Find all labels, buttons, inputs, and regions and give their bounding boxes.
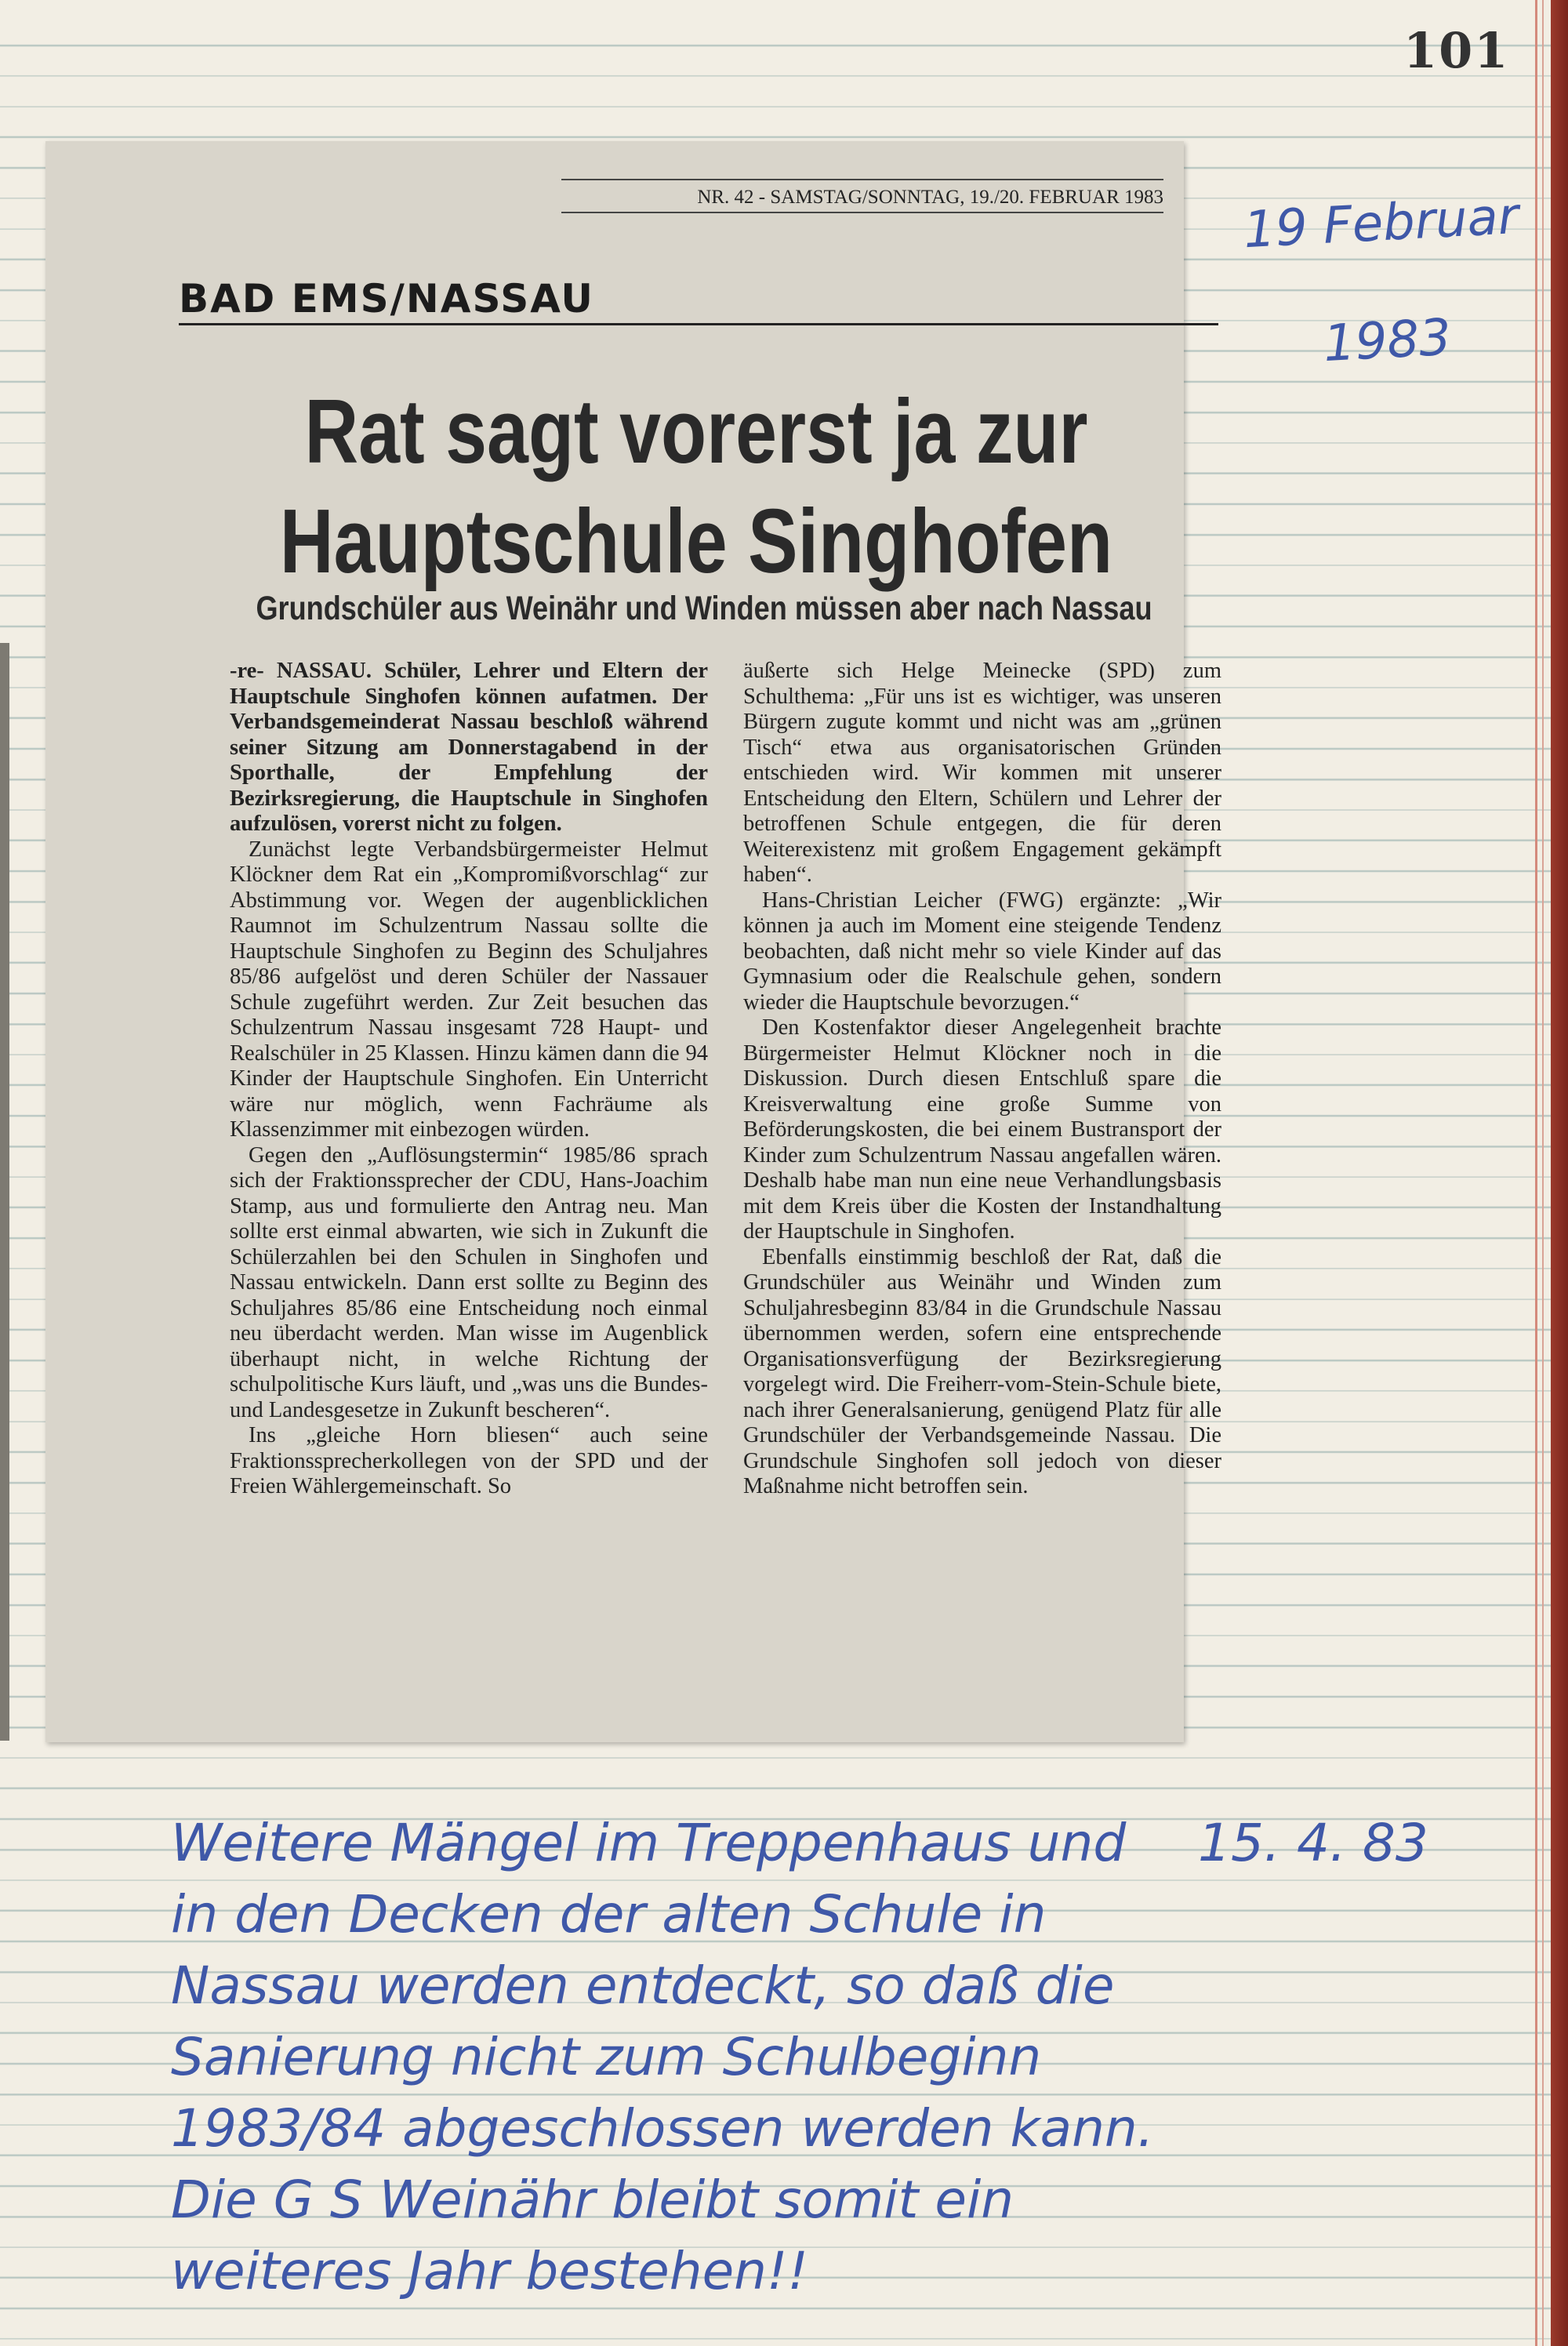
margin-date-day-month: 19 Februar [1242, 187, 1520, 260]
handwritten-line: Die G S Weinähr bleibt somit ein [171, 2170, 1014, 2230]
handwritten-line: Sanierung nicht zum Schulbeginn [171, 2027, 1042, 2087]
article-column-left [230, 659, 708, 1500]
handwritten-line: 1983/84 abgeschlossen werden kann. [171, 2098, 1154, 2159]
headline-line-1: Rat sagt vorerst ja zur [304, 380, 1088, 482]
article-paragraph: äußerte sich Helge Meinecke (SPD) zum Schulthema: „Für uns ist es wichtiger, was unseren Bürgern zugute kommt und nicht was am „grünen Tisch“ etwa aus organisatorischen Gründen entschieden wird. Wir kommen mit unserer Entscheidung den Eltern, Schülern und Lehrer der betroffenen Schule entgegen, die für deren Weiterexistenz mit großem Engagement gekämpft haben“. [743, 659, 1221, 887]
page-number: 101 [1403, 22, 1510, 79]
section-heading: BAD EMS/NASSAU [179, 276, 1218, 325]
newspaper-clipping [45, 141, 1221, 1742]
article-lead-paragraph: -re- NASSAU. Schüler, Lehrer und Eltern der Hauptschule Singhofen können aufatmen. Der Verbandsgemeinderat Nassau beschloß während seiner Sitzung am Donnerstagabend in der Sporthalle, der Empfehlung der Bezirksregierung, die Hauptschule in Singhofen aufzulösen, vorerst nicht zu folgen. [230, 659, 708, 836]
margin-date-year: 1983 [1322, 308, 1453, 374]
article-paragraph: Zunächst legte Verbandsbürgermeister Helmut Klöckner dem Rat ein „Kompromißvorschlag“ zur Abstimmung vor. Wegen der augenblicklichen Raumnot im Schulzentrum Nassau sollte die Hauptschule Singhofen zu Beginn des Schuljahres 85/86 aufgelöst und deren Schüler der Nassauer Schule zugeführt werden. Zur Zeit besuchen das Schulzentrum Nassau insgesamt 728 Haupt- und Realschüler in 25 Klassen. Hinzu kämen dann die 94 Kinder der Hauptschule Singhofen. Ein Unterricht wäre nur möglich, wenn Fachräume als Klassenzimmer mit einbezogen würden. [230, 837, 708, 1142]
article-headline [246, 376, 1146, 596]
article-paragraph: Hans-Christian Leicher (FWG) ergänzte: „Wir können ja auch im Moment eine steigende Tendenz beobachten, daß nicht mehr so viele Kinder auf das Gymnasium oder die Realschule gehen, sondern wieder die Hauptschule bevorzugen.“ [743, 888, 1221, 1015]
binder-edge [1551, 0, 1568, 2346]
margin-rule-secondary [1542, 0, 1544, 2346]
handwritten-note [171, 1807, 1269, 2307]
page-tab-edge [0, 643, 9, 1741]
article-subheadline: Grundschüler aus Weinähr und Winden müssen aber nach Nassau [256, 590, 1152, 627]
article-paragraph: Ebenfalls einstimmig beschloß der Rat, daß die Grundschüler aus Weinähr und Winden zum Schuljahresbeginn 83/84 in die Grundschule Nassau übernommen werden, sofern eine entsprechende Organisationsverfügung der Bezirksregierung vorgelegt wird. Die Freiherr-vom-Stein-Schule biete, nach ihrer Generalsanierung, genügend Platz für alle Grundschüler der Verbandsgemeinde Nassau. Die Grundschule Singhofen soll jedoch von dieser Maßnahme nicht betroffen sein. [743, 1244, 1221, 1498]
article-paragraph: Gegen den „Auflösungstermin“ 1985/86 sprach sich der Fraktionssprecher der CDU, Hans-Joachim Stamp, aus und formulierte den Antrag neu. Man sollte erst einmal abwarten, wie sich in Zukunft die Schülerzahlen bei den Schulen in Singhofen und Nassau entwickeln. Dann erst sollte zu Beginn des Schuljahres 85/86 eine Entscheidung noch einmal neu überdacht werden. Man wisse im Augenblick überhaupt nicht, in welche Richtung der schulpolitische Kurs läuft, und „was uns die Bundes- und Landesgesetze in Zukunft bescheren“. [230, 1142, 708, 1422]
handwritten-line: Weitere Mängel im Treppenhaus und [171, 1813, 1127, 1873]
newspaper-dateline: NR. 42 - SAMSTAG/SONNTAG, 19./20. FEBRUAR 1983 [561, 179, 1163, 213]
handwritten-line: weiteres Jahr bestehen!! [171, 2241, 808, 2301]
article-column-right [743, 659, 1221, 1500]
handwritten-note-date: 15. 4. 83 [1198, 1813, 1428, 1873]
margin-date-note [1240, 158, 1527, 407]
article-paragraph: Ins „gleiche Horn bliesen“ auch seine Fraktionssprecherkollegen von der SPD und der Freien Wählergemeinschaft. So [230, 1423, 708, 1498]
margin-rule [1535, 0, 1537, 2346]
headline-line-2: Hauptschule Singhofen [279, 490, 1113, 592]
article-paragraph: Den Kostenfaktor dieser Angelegenheit brachte Bürgermeister Helmut Klöckner noch in die Diskussion. Durch diesen Entschluß spare die Kreisverwaltung eine große Summe von Beförderungskosten, die bei einem Bustransport der Kinder zum Schulzentrum Nassau angefallen wären. Deshalb habe man nun eine neue Verhandlungsbasis mit dem Kreis über die Kosten der Instandhaltung der Hauptschule in Singhofen. [743, 1015, 1221, 1244]
handwritten-line: in den Decken der alten Schule in [171, 1884, 1047, 1945]
handwritten-line: Nassau werden entdeckt, so daß die [171, 1956, 1115, 2016]
